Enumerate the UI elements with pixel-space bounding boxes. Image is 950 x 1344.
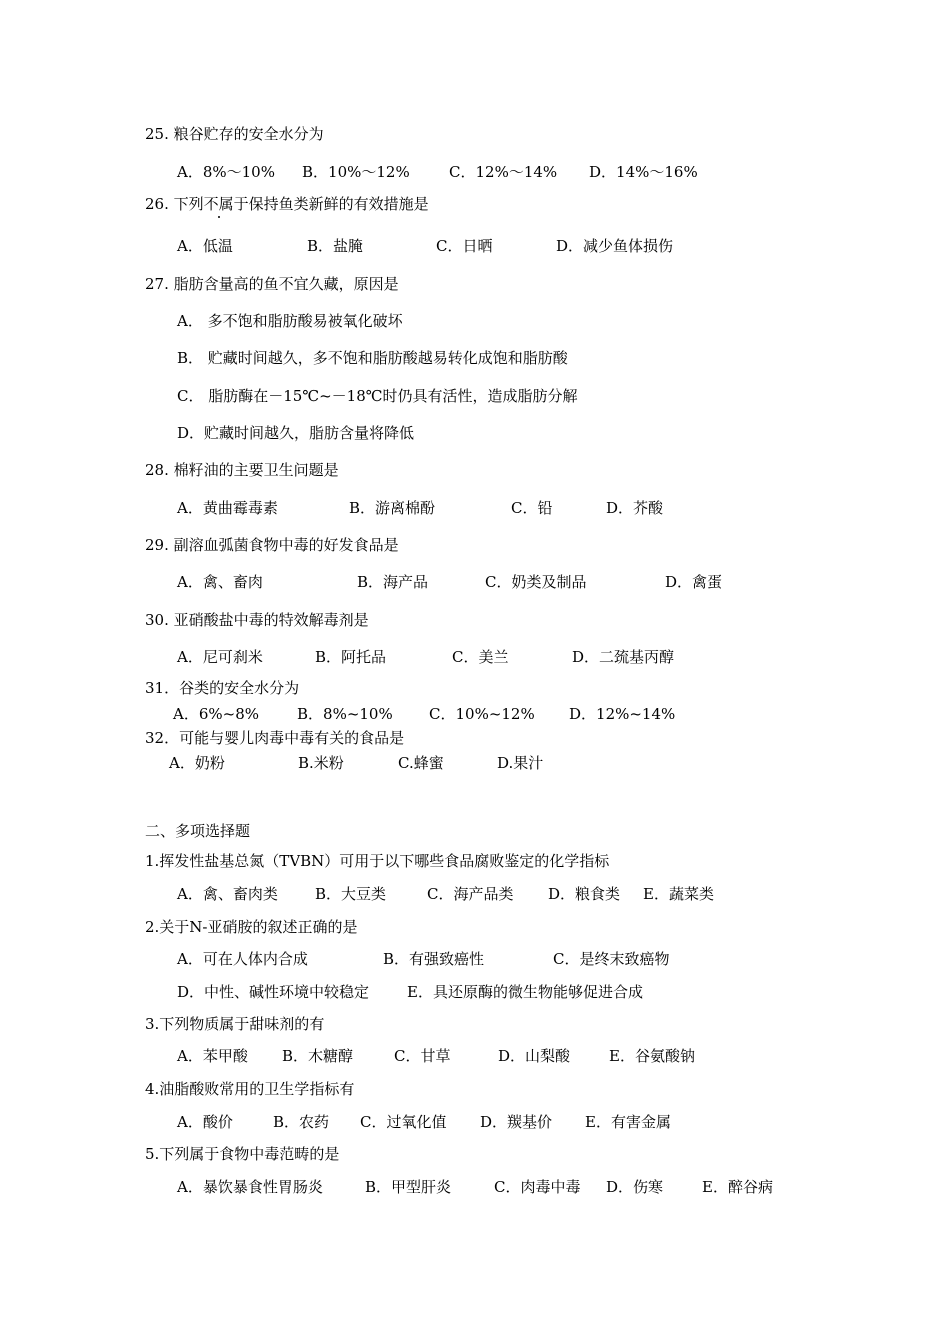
q30-option-d: D．二巯基丙醇 bbox=[572, 648, 675, 666]
q28-option-c: C．铅 bbox=[511, 499, 553, 517]
m5-option-b: B．甲型肝炎 bbox=[365, 1178, 452, 1196]
m5-option-e: E．醉谷病 bbox=[702, 1178, 773, 1196]
q29-option-b: B．海产品 bbox=[357, 573, 429, 591]
q29-option-c: C．奶类及制品 bbox=[485, 573, 587, 591]
q29-option-d: D．禽蛋 bbox=[665, 573, 723, 591]
q32-option-b: B.米粉 bbox=[298, 754, 344, 772]
section-title: 二、多项选择题 bbox=[145, 822, 251, 840]
question-26-stem: 26. 下列不属于保持鱼类新鲜的有效措施是 bbox=[145, 195, 429, 213]
question-29-stem: 29. 副溶血弧菌食物中毒的好发食品是 bbox=[145, 536, 399, 554]
m2-option-a: A．可在人体内合成 bbox=[177, 950, 308, 968]
q28-option-b: B．游离棉酚 bbox=[349, 499, 436, 517]
q26-option-d: D．减少鱼体损伤 bbox=[556, 237, 674, 255]
q27-option-a: A． 多不饱和脂肪酸易被氧化破坏 bbox=[177, 312, 403, 330]
q30-option-c: C．美兰 bbox=[452, 648, 509, 666]
q32-option-c: C.蜂蜜 bbox=[398, 754, 444, 772]
m4-option-a: A．酸价 bbox=[177, 1113, 233, 1131]
m5-option-d: D．伤寒 bbox=[606, 1178, 664, 1196]
q25-option-d: D．14%～16% bbox=[589, 163, 698, 181]
m3-option-e: E．谷氨酸钠 bbox=[609, 1047, 695, 1065]
m3-option-c: C．甘草 bbox=[394, 1047, 451, 1065]
q31-option-c: C．10%~12% bbox=[429, 705, 535, 723]
m3-option-b: B．木糖醇 bbox=[282, 1047, 354, 1065]
q27-option-c: C． 脂肪酶在－15℃~－18℃时仍具有活性，造成脂肪分解 bbox=[177, 387, 578, 405]
question-25-stem: 25. 粮谷贮存的安全水分为 bbox=[145, 125, 324, 143]
q26-option-a: A．低温 bbox=[177, 237, 233, 255]
q26-option-c: C．日晒 bbox=[436, 237, 493, 255]
m2-option-d: D．中性、碱性环境中较稳定 bbox=[177, 983, 370, 1001]
question-28-stem: 28. 棉籽油的主要卫生问题是 bbox=[145, 461, 339, 479]
multi-question-1-stem: 1.挥发性盐基总氮（TVBN）可用于以下哪些食品腐败鉴定的化学指标 bbox=[145, 852, 610, 870]
q29-option-a: A．禽、畜肉 bbox=[177, 573, 263, 591]
emphasis-dot bbox=[218, 216, 220, 218]
q32-option-d: D.果汁 bbox=[497, 754, 544, 772]
q26-option-b: B．盐腌 bbox=[307, 237, 364, 255]
m4-option-e: E．有害金属 bbox=[585, 1113, 671, 1131]
q25-option-b: B．10%～12% bbox=[302, 163, 410, 181]
q31-option-b: B．8%~10% bbox=[297, 705, 393, 723]
m1-option-d: D．粮食类 bbox=[548, 885, 621, 903]
q28-option-d: D．芥酸 bbox=[606, 499, 664, 517]
m2-option-b: B．有强致癌性 bbox=[383, 950, 485, 968]
m1-option-c: C．海产品类 bbox=[427, 885, 514, 903]
m2-option-c: C．是终末致癌物 bbox=[553, 950, 670, 968]
m3-option-d: D．山梨酸 bbox=[498, 1047, 571, 1065]
m5-option-c: C．肉毒中毒 bbox=[494, 1178, 581, 1196]
q31-option-a: A．6%~8% bbox=[173, 705, 259, 723]
question-32-stem: 32．可能与婴儿肉毒中毒有关的食品是 bbox=[145, 729, 405, 747]
m4-option-b: B．农药 bbox=[273, 1113, 330, 1131]
q27-option-d: D．贮藏时间越久，脂肪含量将降低 bbox=[177, 424, 415, 442]
q27-option-b: B． 贮藏时间越久，多不饱和脂肪酸越易转化成饱和脂肪酸 bbox=[177, 349, 568, 367]
multi-question-3-stem: 3.下列物质属于甜味剂的有 bbox=[145, 1015, 325, 1033]
question-31-stem: 31．谷类的安全水分为 bbox=[145, 679, 300, 697]
q32-option-a: A．奶粉 bbox=[169, 754, 225, 772]
q25-option-a: A．8%～10% bbox=[177, 163, 275, 181]
q30-option-a: A．尼可刹米 bbox=[177, 648, 263, 666]
m4-option-c: C．过氧化值 bbox=[360, 1113, 447, 1131]
q30-option-b: B．阿托品 bbox=[315, 648, 387, 666]
multi-question-4-stem: 4.油脂酸败常用的卫生学指标有 bbox=[145, 1080, 355, 1098]
m1-option-e: E．蔬菜类 bbox=[643, 885, 714, 903]
m2-option-e: E．具还原酶的微生物能够促进合成 bbox=[407, 983, 643, 1001]
q25-option-c: C．12%～14% bbox=[449, 163, 558, 181]
question-30-stem: 30. 亚硝酸盐中毒的特效解毒剂是 bbox=[145, 611, 369, 629]
q28-option-a: A．黄曲霉毒素 bbox=[177, 499, 278, 517]
q31-option-d: D．12%~14% bbox=[569, 705, 676, 723]
question-27-stem: 27. 脂肪含量高的鱼不宜久藏，原因是 bbox=[145, 275, 399, 293]
multi-question-5-stem: 5.下列属于食物中毒范畴的是 bbox=[145, 1145, 340, 1163]
m3-option-a: A．苯甲酸 bbox=[177, 1047, 248, 1065]
m1-option-a: A．禽、畜肉类 bbox=[177, 885, 278, 903]
m5-option-a: A．暴饮暴食性胃肠炎 bbox=[177, 1178, 323, 1196]
m1-option-b: B．大豆类 bbox=[315, 885, 387, 903]
m4-option-d: D．羰基价 bbox=[480, 1113, 553, 1131]
multi-question-2-stem: 2.关于N-亚硝胺的叙述正确的是 bbox=[145, 918, 358, 936]
